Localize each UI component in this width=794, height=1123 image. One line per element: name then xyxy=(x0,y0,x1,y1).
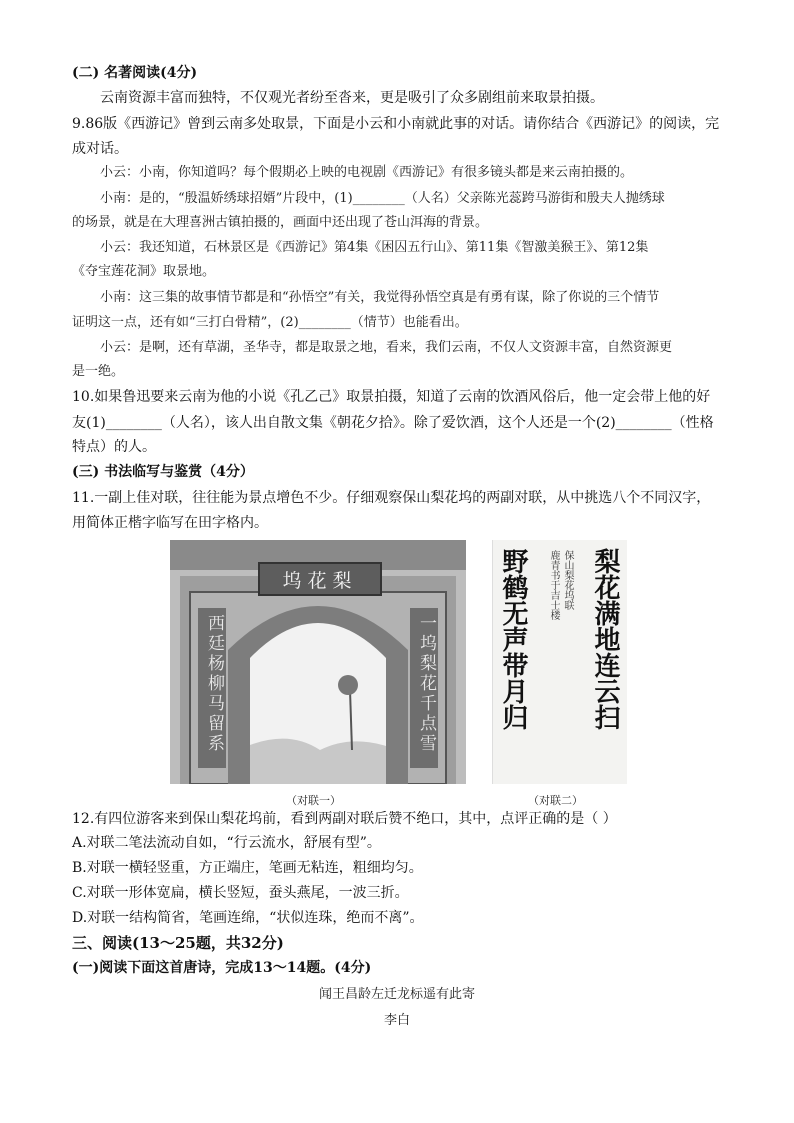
reading-part-one-title: (一)阅读下面这首唐诗，完成13～14题。(4分) xyxy=(72,960,372,976)
poem-author: 李白 xyxy=(383,1013,410,1028)
dialogue-1: 小云：小南，你知道吗？每个假期必上映的电视剧《西游记》有很多镜头都是来云南拍摄的。 xyxy=(100,165,634,180)
q12-option-a: A.对联二笔法流动自如，“行云流水，舒展有型”。 xyxy=(72,835,381,851)
dialogue-2a: 小南：是的，“殷温娇绣球招婿”片段中，(1)________（人名）父亲陈光蕊跨马游街和殷夫人抛绣球 xyxy=(100,191,665,206)
q10-line3: 特点）的人。 xyxy=(72,439,156,455)
plaque xyxy=(258,562,382,596)
section-2-title: (二) 名著阅读(4分) xyxy=(72,65,198,81)
couplet-one-right: 一坞梨花千点雪 xyxy=(416,614,436,754)
couplet-two-line2: 野鹤无声带月归 xyxy=(498,548,528,730)
q12-option-b: B.对联一横轻竖重，方正端庄，笔画无粘连，粗细均匀。 xyxy=(72,860,423,876)
dialogue-4b: 证明这一点，还有如“三打白骨精”，(2)________（情节）也能看出。 xyxy=(72,315,468,330)
dialogue-2b: 的场景，就是在大理喜洲古镇拍摄的，画面中还出现了苍山洱海的背景。 xyxy=(72,215,489,230)
plaque-text: 坞花梨 xyxy=(282,569,358,592)
caption-couplet-two: （对联二） xyxy=(528,794,583,807)
q10-line1: 10.如果鲁迅要来云南为他的小说《孔乙己》取景拍摄，知道了云南的饮酒风俗后，他一定会带上他的好 xyxy=(72,389,711,405)
poem-title: 闻王昌龄左迁龙标遥有此寄 xyxy=(318,987,475,1002)
dialogue-3a: 小云：我还知道，石林景区是《西游记》第4集《困囚五行山》、第11集《智激美猴王》、第12集 xyxy=(100,240,649,255)
q10-line2: 友(1)________（人名），该人出自散文集《朝花夕拾》。除了爱饮酒，这个人还是一个(2)________（性格 xyxy=(72,415,714,431)
intro-text: 云南资源丰富而独特，不仅观光者纷至沓来，更是吸引了众多剧组前来取景拍摄。 xyxy=(100,90,604,106)
couplet-one-left: 西廷杨柳马留系 xyxy=(204,614,224,754)
q9-line2: 成对话。 xyxy=(72,141,128,157)
q12-stem: 12.有四位游客来到保山梨花坞前，看到两副对联后赞不绝口，其中，点评正确的是（ ） xyxy=(72,811,617,827)
q12-option-d: D.对联一结构简省，笔画连绵，“状似连珠，绝而不离”。 xyxy=(72,910,424,926)
q11-line1: 11.一副上佳对联，往往能为景点增色不少。仔细观察保山梨花坞的两副对联，从中挑选八个不同汉字， xyxy=(72,490,711,506)
dialogue-5b: 是一绝。 xyxy=(72,364,125,379)
q9-line1: 9.86版《西游记》曾到云南多处取景，下面是小云和小南就此事的对话。请你结合《西游记》的阅读，完 xyxy=(72,116,720,132)
couplet-one-photo xyxy=(170,540,466,784)
dialogue-5a: 小云：是啊，还有草湖，圣华寺，都是取景之地，看来，我们云南，不仅人文资源丰富，自然资源更 xyxy=(100,340,673,355)
dialogue-3b: 《夺宝莲花洞》取景地。 xyxy=(72,264,216,279)
couplet-two-photo xyxy=(492,540,627,784)
section-three-heading: 三、阅读(13～25题，共32分) xyxy=(72,934,284,952)
caption-couplet-one: （对联一） xyxy=(286,794,341,807)
section-3-title: (三) 书法临写与鉴赏（4分） xyxy=(72,464,254,480)
q12-option-c: C.对联一形体宽扁，横长竖短，蚕头燕尾，一波三折。 xyxy=(72,885,409,901)
couplet-two-inscription2: 鹿青书于吉士楼 xyxy=(548,550,559,620)
couplet-two-inscription1: 保山梨花坞联 xyxy=(562,550,573,610)
dialogue-4a: 小南：这三集的故事情节都是和“孙悟空”有关，我觉得孙悟空真是有勇有谋，除了你说的三个情节 xyxy=(100,290,660,305)
q11-line2: 用简体正楷字临写在田字格内。 xyxy=(72,515,268,531)
couplet-two-line1: 梨花满地连云扫 xyxy=(590,548,620,730)
